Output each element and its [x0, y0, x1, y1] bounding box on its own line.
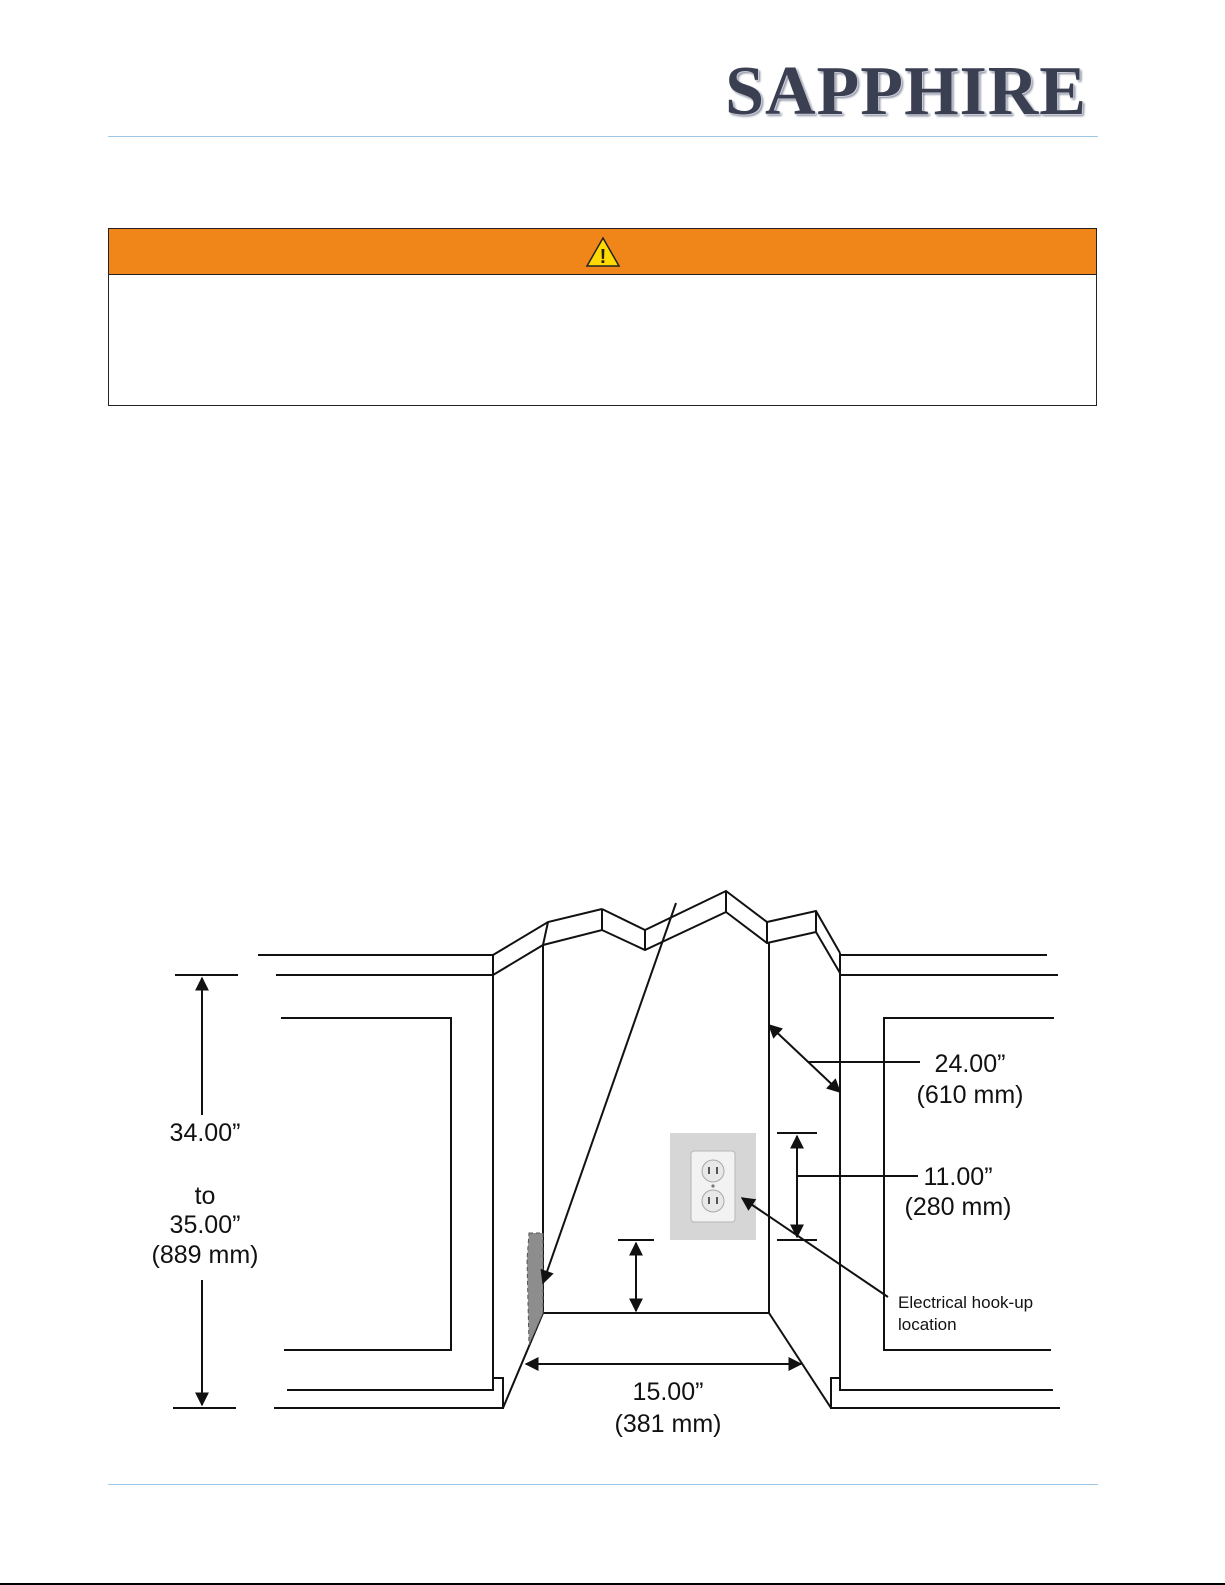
footer-divider	[108, 1484, 1098, 1485]
warning-exclamation: !	[599, 245, 606, 268]
outlet-floor-dimension	[618, 1240, 654, 1311]
panel-leader-line	[543, 903, 676, 1283]
height-to-label: to	[194, 1182, 216, 1210]
depth-mm-label: (610 mm)	[916, 1081, 1024, 1109]
height-max-mm-label: (889 mm)	[151, 1241, 259, 1269]
electrical-label-line1: Electrical hook-up	[898, 1293, 1034, 1312]
height-min-label: 34.00”	[169, 1119, 241, 1147]
electrical-outlet-icon	[670, 1133, 756, 1240]
brand-logo: SAPPHIRE	[725, 53, 1087, 130]
depth-label: 24.00”	[934, 1050, 1006, 1078]
side-panel-shading	[527, 1233, 543, 1345]
width-mm-label: (381 mm)	[614, 1410, 722, 1438]
width-label: 15.00”	[632, 1378, 704, 1406]
outlet-range-label: 11.00”	[923, 1163, 993, 1191]
outlet-range-mm-label: (280 mm)	[904, 1193, 1012, 1221]
height-max-label: 35.00”	[169, 1211, 241, 1239]
outlet-range-dimension	[777, 1133, 918, 1240]
electrical-leader	[742, 1198, 888, 1297]
depth-arrow	[769, 1025, 840, 1092]
electrical-label-line2: location	[898, 1315, 957, 1334]
